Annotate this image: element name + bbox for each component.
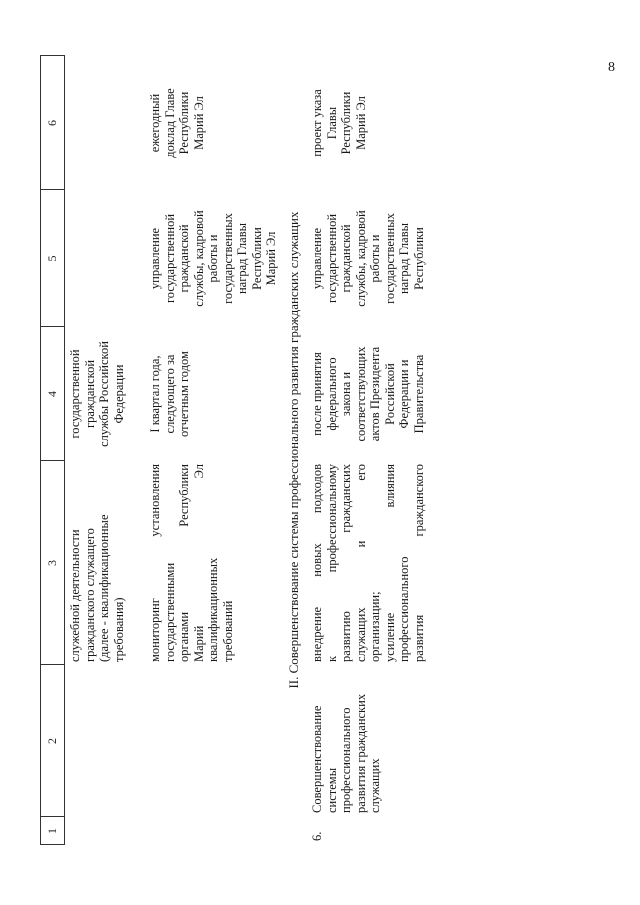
column-number-4: 4 — [45, 391, 59, 397]
row-6-number: 6. — [310, 831, 324, 841]
continuation-requirements-text: служебной деятельности гражданского служащего (далее - квалификационные требования) — [68, 514, 126, 662]
row-6-result: проект указа Главы Республики Марий Эл — [310, 89, 368, 157]
monitoring-result: ежегодный доклад Главе Республики Марий Эл — [148, 88, 206, 158]
column-number-5: 5 — [45, 255, 59, 262]
monitoring-responsible: управление государственной гражданской службы, кадровой работы и государственных наград Главы Республики Марий Эл — [148, 210, 278, 307]
row-6-deadline: после принятия федерального закона и соответствующих актов Президента Российской Федерации и Правительства — [310, 346, 426, 442]
column-number-3: 3 — [45, 560, 59, 566]
section-heading: II. Совершенствование системы профессионального развития гражданских служащих — [286, 211, 301, 689]
monitoring-deadline: I квартал года, следующего за отчетным годом — [148, 351, 191, 437]
row-6-responsible: управление государственной гражданской службы, кадровой работы и государственных наград Главы Республики — [310, 210, 426, 307]
rotated-table-page — [40, 55, 640, 845]
header-bottom-border — [64, 55, 65, 845]
continuation-deadline-text: государственной гражданской службы Российской Федерации — [68, 341, 126, 447]
column-number-2: 2 — [45, 738, 59, 744]
row-6-name: Совершенствование системы профессионального развития гражданских служащих — [310, 693, 382, 813]
monitoring-activity: мониторинг установления государственными органами Республики Марий Эл квалификационных требований — [148, 464, 235, 662]
row-6-activity: внедрение новых подходов к профессиональному развитию гражданских служащих и его организации; усиление влияния профессионального развития гражданского — [310, 464, 426, 662]
column-number-6: 6 — [45, 120, 59, 126]
column-number-1: 1 — [45, 828, 59, 834]
page-number: 8 — [608, 60, 615, 75]
